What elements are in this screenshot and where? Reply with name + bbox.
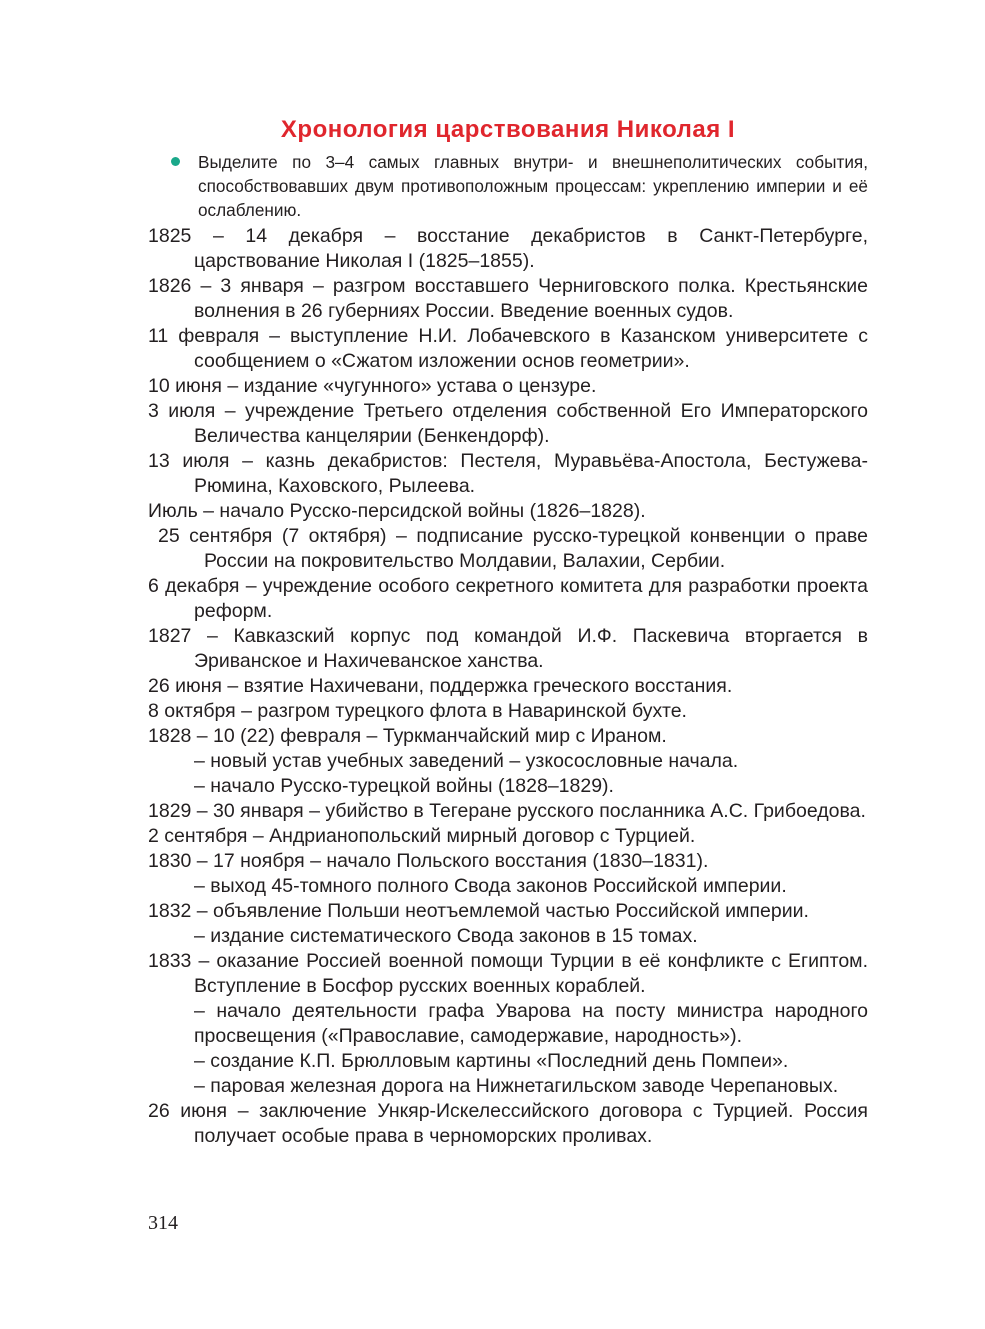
page-title: Хронология царствования Николая I (280, 116, 736, 143)
chronology-entry: 1826 – 3 января – разгром восставшего Черниговского полка. Крестьянские волнения в 26 губерниях России. Введение военных судов. (148, 275, 868, 322)
chronology-entry: 2 сентября – Андрианопольский мирный договор с Турцией. (148, 825, 696, 847)
chronology-subentry: – начало деятельности графа Уварова на посту министра народного просвещения («Православие, самодержавие, народность»). (194, 1000, 868, 1047)
chronology-entry: 6 декабря – учреждение особого секретного комитета для разработки проекта реформ. (148, 575, 868, 622)
chronology-subentry: – начало Русско-турецкой войны (1828–1829). (194, 775, 614, 797)
bullet-icon (171, 157, 180, 166)
chronology-entry: 10 июня – издание «чугунного» устава о цензуре. (148, 375, 597, 397)
chronology-entry: 1828 – 10 (22) февраля – Туркманчайский мир с Ираном. (148, 725, 667, 747)
chronology-subentry: – издание систематического Свода законов в 15 томах. (194, 925, 698, 947)
chronology-subentry: – паровая железная дорога на Нижнетагильском заводе Черепановых. (194, 1075, 839, 1097)
chronology-entry: 1833 – оказание Россией военной помощи Турции в её конфликте с Египтом. Вступление в Босфор русских военных кораблей. (148, 950, 868, 997)
chronology-entry: 26 июня – взятие Нахичевани, поддержка греческого восстания. (148, 675, 733, 697)
chronology-subentry: – новый устав учебных заведений – узкосословные начала. (194, 750, 739, 772)
chronology-list (148, 224, 868, 1149)
page-number: 314 (148, 1212, 178, 1234)
chronology-entry: 1827 – Кавказский корпус под командой И.Ф. Паскевича вторгается в Эриванское и Нахичеванское ханства. (148, 625, 868, 672)
chronology-entry: Июль – начало Русско-персидской войны (1826–1828). (148, 500, 646, 522)
chronology-entry: 11 февраля – выступление Н.И. Лобачевского в Казанском университете с сообщением о «Сжатом изложении основ геометрии». (148, 325, 868, 372)
chronology-entry: 13 июля – казнь декабристов: Пестеля, Муравьёва-Апостола, Бестужева-Рюмина, Каховского, Рылеева. (148, 450, 868, 497)
chronology-subentry: – создание К.П. Брюлловым картины «Последний день Помпеи». (194, 1050, 789, 1072)
chronology-entry: 25 сентября (7 октября) – подписание русско-турецкой конвенции о праве России на покровительство Молдавии, Валахии, Сербии. (158, 525, 868, 572)
chronology-entry: 1829 – 30 января – убийство в Тегеране русского посланника А.С. Грибоедова. (148, 800, 866, 822)
chronology-entry: 1825 – 14 декабря – восстание декабристов в Санкт-Петербурге, царствование Николая I (1825–1855). (148, 225, 868, 272)
chronology-subentry: – выход 45-томного полного Свода законов Российской империи. (194, 875, 787, 897)
chronology-entry: 1830 – 17 ноября – начало Польского восстания (1830–1831). (148, 850, 709, 872)
chronology-entry: 3 июля – учреждение Третьего отделения собственной Его Императорского Величества канцелярии (Бенкендорф). (148, 400, 868, 447)
task-text: Выделите по 3–4 самых главных внутри- и внешнеполитических события, способствовавших двум противоположным процессам: укреплению империи и её ослаблению. (198, 152, 868, 220)
chronology-entry: 26 июня – заключение Ункяр-Искелессийского договора с Турцией. Россия получает особые права в черноморских проливах. (148, 1100, 868, 1147)
chronology-entry: 1832 – объявление Польши неотъемлемой частью Российской империи. (148, 900, 809, 922)
chronology-entry: 8 октября – разгром турецкого флота в Наваринской бухте. (148, 700, 687, 722)
